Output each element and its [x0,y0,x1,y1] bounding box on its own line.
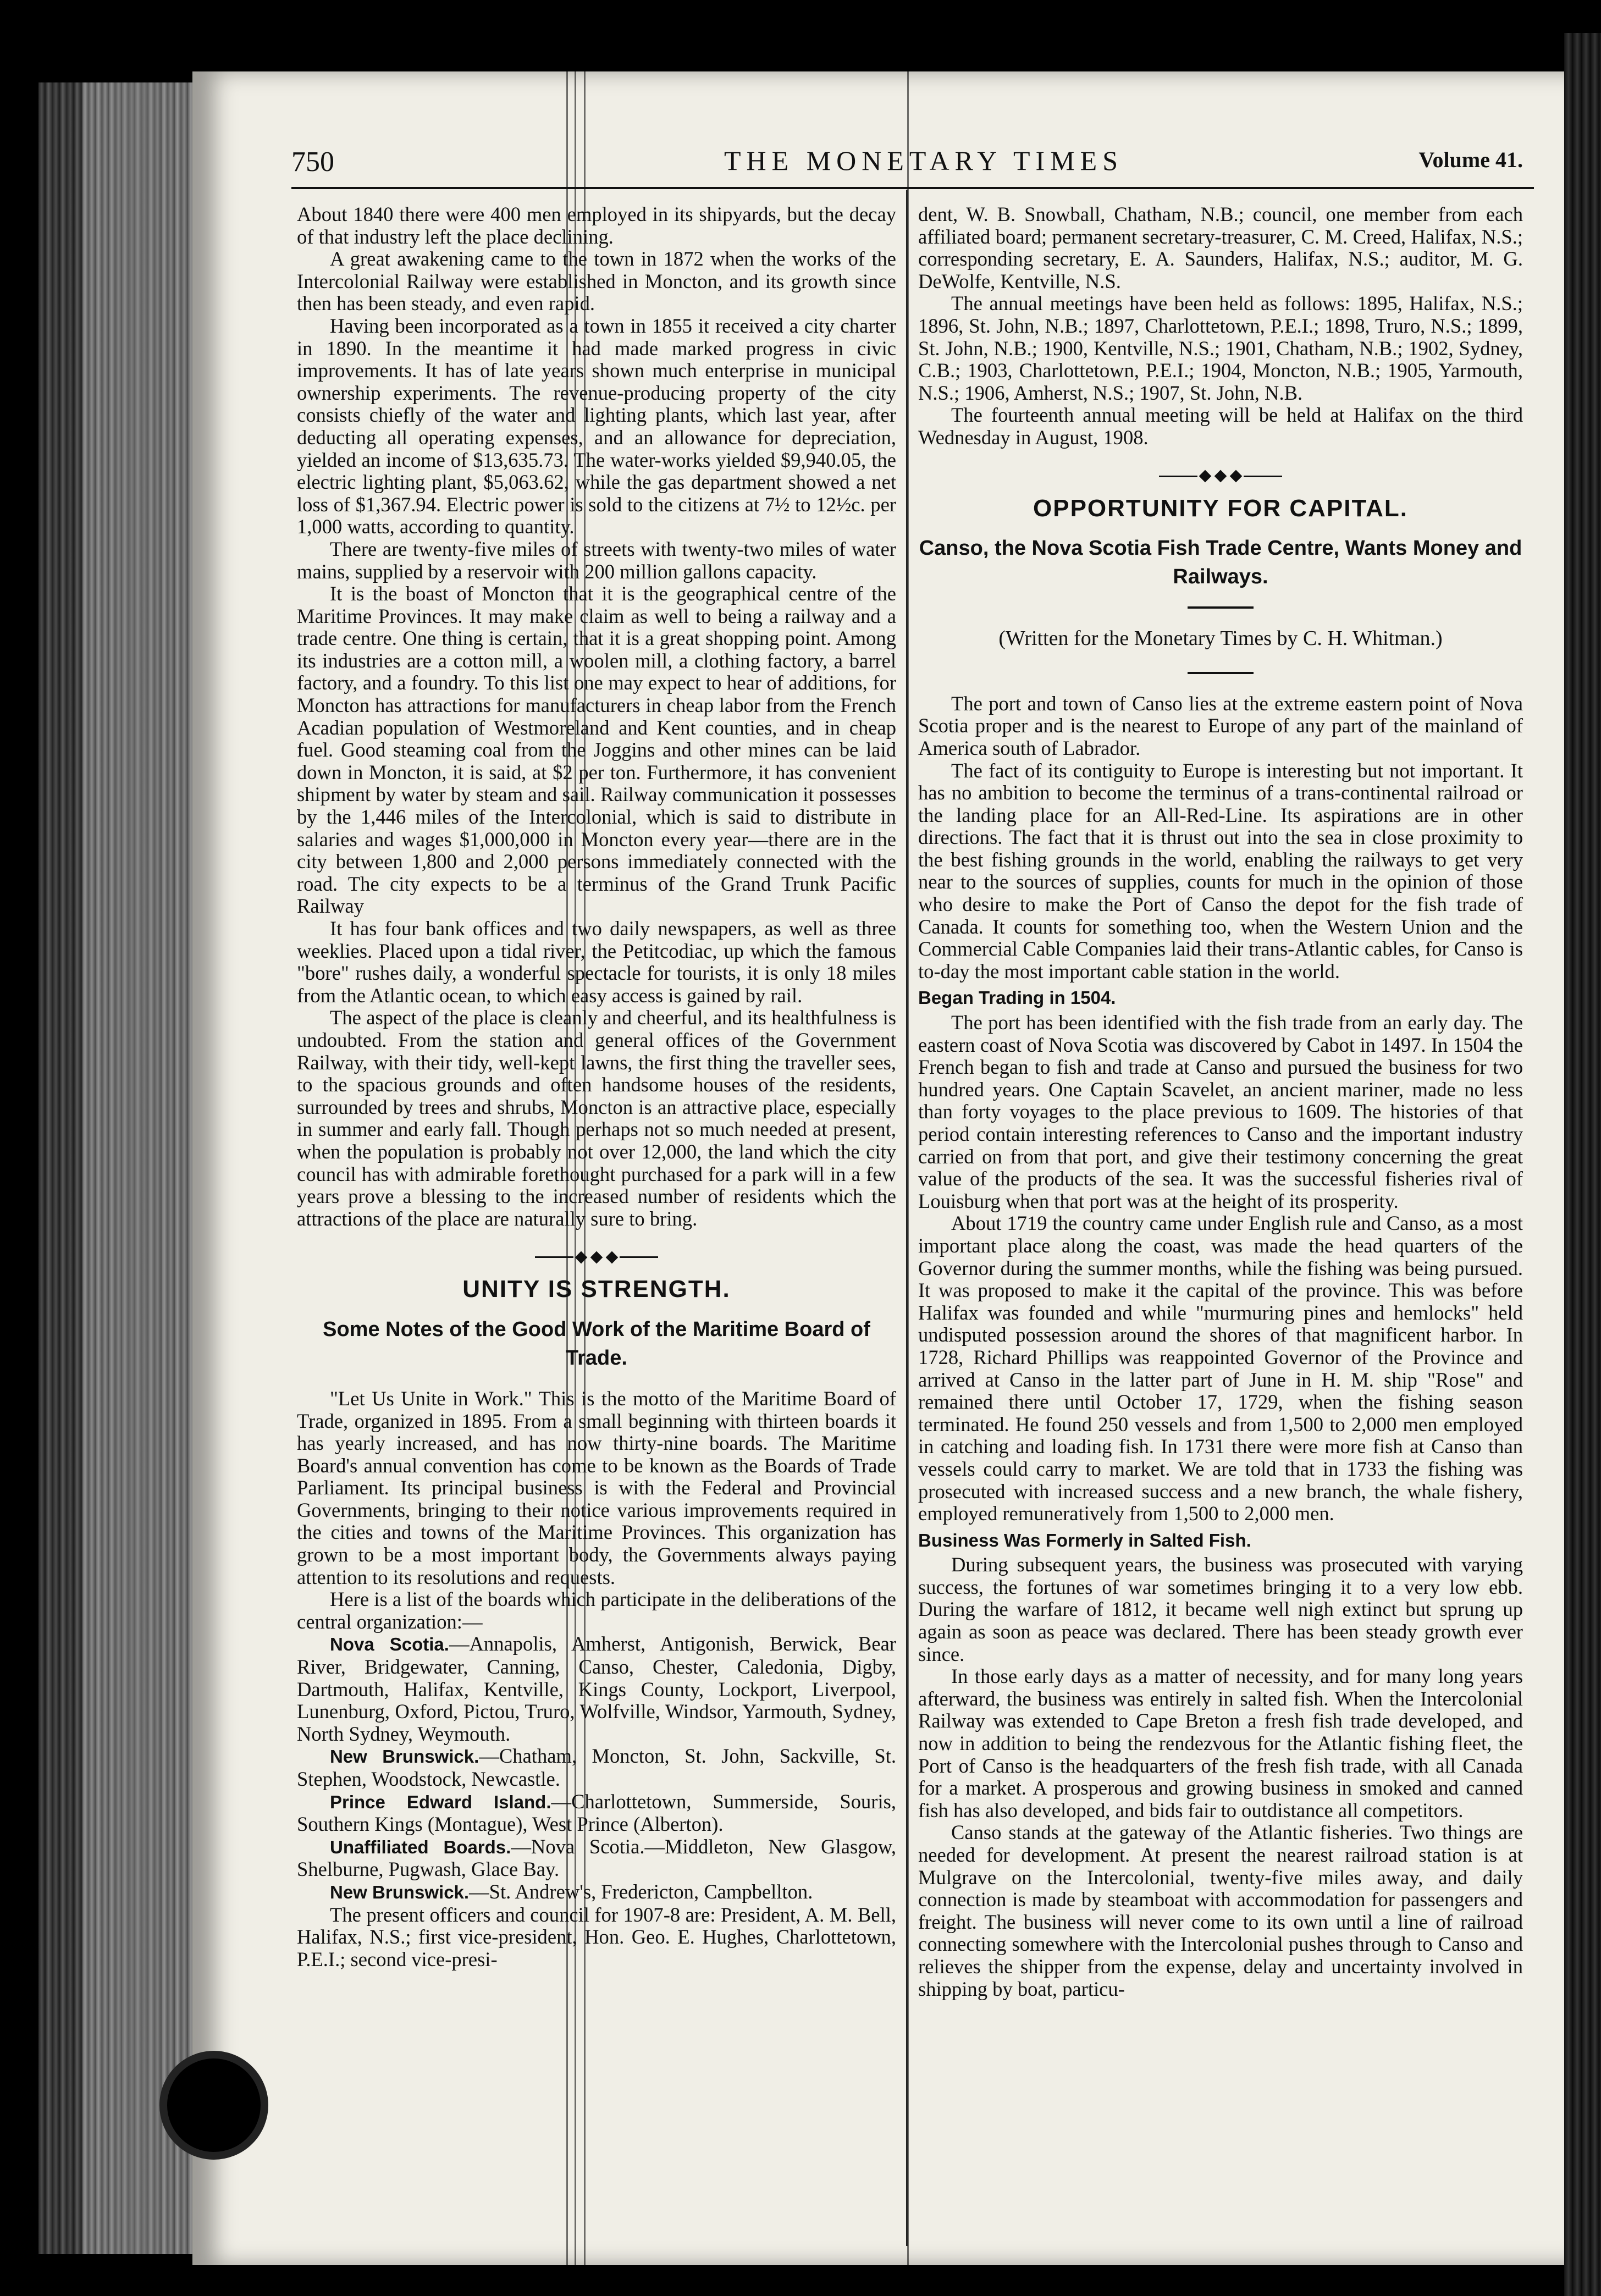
article-subtitle: Some Notes of the Good Work of the Maritime Board of Trade. [323,1317,870,1370]
board-list-item [297,1791,896,1836]
right-column [918,203,1523,2000]
masthead: THE MONETARY TIMES [724,145,1123,176]
short-rule [1188,606,1254,609]
article-title: OPPORTUNITY FOR CAPITAL. [1033,494,1408,522]
board-towns: —St. Andrew's, Fredericton, Campbellton. [469,1880,813,1903]
article-paragraph: About 1719 the country came under English rule and Canso, as a most important place along the coast, was made the head quarters of the Governor during the summer months, while the fishing was being pursued. It was proposed to make it the capital of the province. This was before Halifax was founded and while "murmuring pines and hemlocks" held undisputed possession around the shores of that magnificent harbor. In 1728, Richard Phillips was reappointed Governor of the Province and arrived at Canso in the latter part of June in H. M. ship "Rose" and remained there until October 17, 1729, when the fishing season terminated. He found 250 vessels and from 1,500 to 2,000 men employed in catching and loading fish. In 1731 there were more fish at Canso than vessels could carry to market. We are told that in 1733 the fishing was prosecuted with increased success and a new branch, the whale fishery, employed remuneratively from 1,500 to 2,000 men. [918,1212,1523,1525]
article-paragraph: dent, W. B. Snowball, Chatham, N.B.; council, one member from each affiliated board; permanent secretary-treasurer, C. M. Creed, Halifax, N.S.; corresponding secretary, E. A. Saunders, Halifax, N.S.; auditor, M. G. DeWolfe, Kentville, N.S. [918,203,1523,292]
article-paragraph: A great awakening came to the town in 1872 when the works of the Intercolonial Railway were established in Moncton, and its growth since then has been steady, and even rapid. [297,247,896,315]
section-subheading: Business Was Formerly in Salted Fish. [918,1530,1251,1550]
board-towns: —Annapolis, Amherst, Antigonish, Berwick, Bear River, Bridgewater, Canning, Canso, Chester, Caledonia, Digby, Dartmouth, Halifax, Kentville, Kings County, Lockport, Liverpool, Lunenburg, Oxford, Pictou, Truro, Wolfville, Windsor, Yarmouth, Sydney, North Sydney, Weymouth. [297,1632,896,1745]
article-paragraph: The port and town of Canso lies at the extreme eastern point of Nova Scotia proper and is the nearest to Europe of any part of the mainland of America south of Labrador. [918,692,1523,759]
article-paragraph: It has four bank offices and two daily newspapers, as well as three weeklies. Placed upon a tidal river, the Petitcodiac, up which the famous "bore" rushes daily, a wonderful spectacle for tourists, it is only 18 miles from the Atlantic ocean, to which easy access is gained by rail. [297,917,896,1007]
article-paragraph: The annual meetings have been held as follows: 1895, Halifax, N.S.; 1896, St. John, N.B.; 1897, Charlottetown, P.E.I.; 1898, Truro, N.S.; 1899, St. John, N.B.; 1900, Kentville, N.S.; 1901, Chatham, N.B.; 1902, Sydney, C.B.; 1903, Charlottetown, P.E.I.; 1904, Moncton, N.B.; 1905, Yarmouth, N.S.; 1906, Amherst, N.S.; 1907, St. John, N.B. [918,292,1523,404]
article-paragraph: In those early days as a matter of necessity, and for many long years afterward, the business was entirely in salted fish. When the Intercolonial Railway was extended to Cape Breton a fresh fish trade developed, and now in addition to being the rendezvous for the Atlantic fishing fleet, the Port of Canso is the headquarters of the fresh fish trade, with all Canada for a market. A prosperous and growing business in smoked and canned fish has also developed, and bids fair to outdistance all competitors. [918,1665,1523,1822]
board-towns: —Charlottetown, Summerside, Souris, Southern Kings (Montague), West Prince (Alberton). [297,1790,896,1836]
province-label: Nova Scotia. [330,1634,449,1655]
board-list-item [297,1745,896,1790]
article-paragraph: The present officers and council for 1907-8 are: President, A. M. Bell, Halifax, N.S.; first vice-president, Hon. Geo. E. Hughes, Charlottetown, P.E.I.; second vice-presi- [297,1903,896,1971]
province-label: Unaffiliated Boards. [330,1836,511,1857]
page-number: 750 [291,146,334,178]
byline: (Written for the Monetary Times by C. H. Whitman.) [998,627,1443,650]
board-towns: —Chatham, Moncton, St. John, Sackville, St. Stephen, Woodstock, Newcastle. [297,1745,896,1790]
volume-label: Volume 41. [1418,147,1523,172]
header-rule [291,187,1534,189]
article-paragraph: There are twenty-five miles of streets with twenty-two miles of water mains, supplied by a reservoir with 200 million gallons capacity. [297,537,896,583]
article-paragraph: Canso stands at the gateway of the Atlantic fisheries. Two things are needed for development. At present the nearest railroad station is at Mulgrave on the Intercolonial, twenty-five miles away, and daily connection is made by steamboat with accommodation for passengers and freight. The business will never come to its own until a line of railroad connecting somewhere with the Intercolonial pushes through to Canso and relieves the shipper from the expense, delay and uncertainty involved in shipping by boat, particu- [918,1821,1523,2000]
article-paragraph: During subsequent years, the business was prosecuted with varying success, the fortunes of war sometimes bringing it to a very low ebb. During the warfare of 1812, it became well nigh extinct but sprung up again as soon as peace was declared. There has been steady growth ever since. [918,1553,1523,1665]
article-title: UNITY IS STRENGTH. [462,1276,731,1303]
article-paragraph: The port has been identified with the fish trade from an early day. The eastern coast of Nova Scotia was discovered by Cabot in 1497. In 1504 the French began to fish and trade at Canso and pursued the business for two hundred years. One Captain Scavelet, an ancient mariner, made no less than forty voyages to the place previous to 1609. The histories of that period contain interesting references to Canso and the important industry carried on from that port, and give their testimony concerning the great value of the products of the sea. It was the successful fisheries rival of Louisburg when that port was at the height of its prosperity. [918,1011,1523,1212]
board-list-item [297,1633,896,1745]
article-subtitle: Canso, the Nova Scotia Fish Trade Centre, Wants Money and Railways. [919,537,1522,589]
board-towns: —Nova Scotia.—Middleton, New Glasgow, Shelburne, Pugwash, Glace Bay. [297,1835,896,1881]
board-list-item [297,1881,896,1904]
article-paragraph: Here is a list of the boards which participate in the deliberations of the central organization:— [297,1588,896,1633]
article-paragraph: About 1840 there were 400 men employed in its shipyards, but the decay of that industry left the place declining. [297,203,896,248]
board-list-item [297,1836,896,1881]
column-rule [906,190,908,2246]
book-edge-pages [82,82,192,2254]
article-paragraph: The fact of its contiguity to Europe is interesting but not important. It has no ambition to become the terminus of a trans-continental railroad or the landing place for an All-Red-Line. Its aspirations are in other directions. The fact that it is thrust out into the sea in close proximity to the best fishing grounds in the world, enabling the railways to get very near to the sources of supplies, counts for much in the opinion of those who desire to make the Port of Canso the depot for the fish trade of Canada. It counts for something too, when the Western Union and the Commercial Cable Companies laid their trans-Atlantic cables, for Canso is to-day the most important cable station in the world. [918,759,1523,983]
article-paragraph: It is the boast of Moncton that it is the geographical centre of the Maritime Provinces. It may make claim as well to being a railway and a trade centre. One thing is certain, that it is a great shopping point. Among its industries are a cotton mill, a woolen mill, a clothing factory, a barrel factory, and a foundry. To this list one may expect to hear of additions, for Moncton has attractions for manufacturers in cheap labor from the French Acadian population of Westmoreland and Kent counties, and in cheap fuel. Good steaming coal from the Joggins and other mines can be laid down in Moncton, it is said, at $2 per ton. Furthermore, it has convenient shipment by water by steam and sail. Railway communication it possesses by the 1,446 miles of the Intercolonial, which is said to distribute in salaries and wages $1,000,000 in Moncton every year—there are in the city between 1,800 and 2,000 persons immediately connected with the road. The city expects to be a terminus of the Grand Trunk Pacific Railway [297,582,896,918]
section-subheading: Began Trading in 1504. [918,987,1116,1008]
article-paragraph: "Let Us Unite in Work." This is the motto of the Maritime Board of Trade, organized in 1895. From a small beginning with thirteen boards it has yearly increased, and has now thirty-nine boards. The Maritime Board's annual convention has come to be known as the Boards of Trade Parliament. Its principal business is with the Federal and Provincial Governments, bringing to their notice various improvements required in the cities and towns of the Maritime Provinces. This organization has grown to be a most important body, the Governments always paying attention to its resolutions and requests. [297,1387,896,1588]
newspaper-page [192,71,1564,2265]
right-gutter-shadow [1564,33,1601,2296]
province-label: New Brunswick. [330,1881,470,1902]
article-paragraph: The fourteenth annual meeting will be held at Halifax on the third Wednesday in August, 1908. [918,404,1523,449]
article-paragraph: The aspect of the place is cleanly and cheerful, and its healthfulness is undoubted. From the station and general offices of the Government Railway, with their tidy, well-kept lawns, the first thing the traveller sees, to the spacious grounds and often handsome houses of the residents, surrounded by trees and shrubs, Moncton is an attractive place, especially in summer and early fall. Though perhaps not so much needed at present, when the population is probably not over 12,000, the land which the city council has with admirable forethought purchased for a park will in a few years prove a blessing to the increased number of residents which the attractions of the place are naturally sure to bring. [297,1006,896,1230]
province-label: New Brunswick. [330,1746,479,1767]
section-ornament [918,463,1523,478]
short-rule [1188,672,1254,674]
article-paragraph: Having been incorporated as a town in 1855 it received a city charter in 1890. In the meantime it had made marked progress in civic improvements. It has of late years shown much enterprise in municipal ownership experiments. The revenue-producing property of the city consists chiefly of the water and lighting plants, which last year, after deducting all operating expenses, and an allowance for depreciation, yielded an income of $13,635.73. The water-works yielded $9,940.05, the electric lighting plant, $5,063.62, while the gas department showed a net loss of $1,367.94. Electric power is sold to the citizens at 7½ to 12½c. per 1,000 watts, according to quantity. [297,314,896,538]
province-label: Prince Edward Island. [330,1791,551,1812]
page-header [291,140,1556,184]
left-column [297,203,896,1971]
binding-ring [159,2051,268,2160]
section-ornament [297,1244,896,1259]
